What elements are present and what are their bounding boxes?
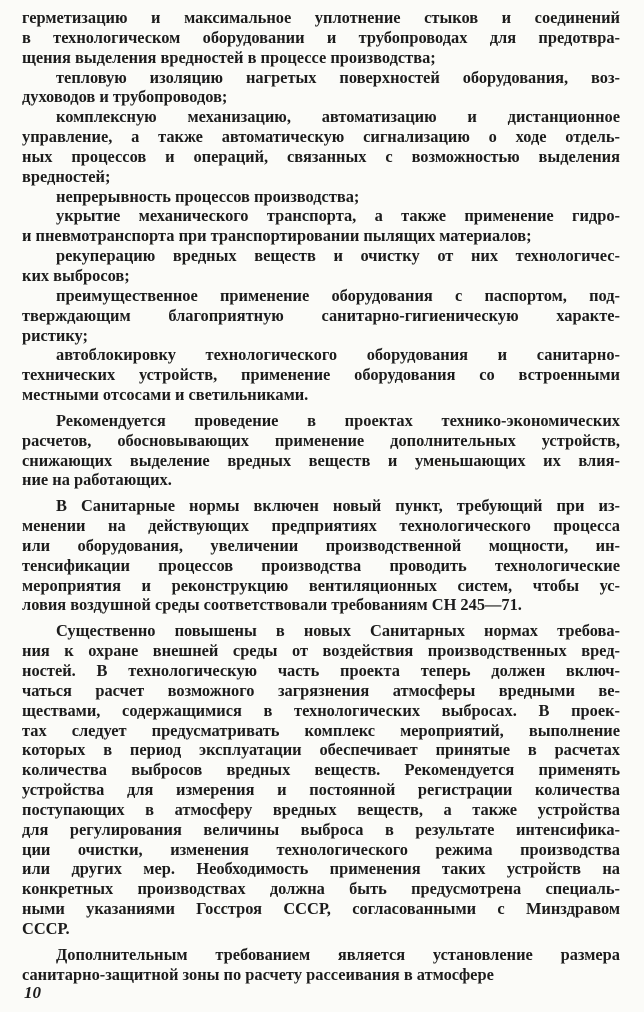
text-line: ностей. В технологическую часть проекта теперь должен включ-	[22, 661, 620, 680]
text-line: чаться расчет возможного загрязнения атмосферы вредными ве-	[22, 680, 620, 700]
text-line: тах следует предусматривать комплекс мероприятий, выполнение	[22, 720, 620, 740]
text-line: расчетов, обосновывающих применение дополнительных устройств,	[22, 430, 620, 450]
text-line: духоводов и трубопроводов;	[22, 87, 228, 107]
text-line: В Санитарные нормы включен новый пункт, требующий при из-	[56, 496, 620, 516]
text-line: комплексную механизацию, автоматизацию и дистанционное	[56, 107, 620, 127]
body-text	[22, 8, 620, 985]
text-line: преимущественное применение оборудования с паспортом, под-	[56, 285, 620, 305]
text-line: вредностей;	[22, 166, 111, 186]
text-line: ких выбросов;	[22, 265, 130, 285]
text-line: снижающих выделение вредных веществ и уменьшающих их влия-	[22, 450, 620, 470]
text-line: ными указаниями Госстроя СССР, согласованными с Минздравом	[22, 899, 620, 919]
text-line: ных процессов и операций, связанных с возможностью выделения	[22, 146, 620, 166]
text-line: поступающих в атмосферу вредных веществ, а также устройства	[22, 799, 620, 819]
text-line: которых в период эксплуатации обеспечивает принятые в расчетах	[22, 740, 620, 760]
text-line: и пневмотранспорта при транспортировании пылящих материалов;	[22, 226, 532, 246]
text-line: ществами, содержащимися в технологических выбросах. В проек-	[22, 700, 620, 720]
text-line: ние на работающих.	[22, 470, 172, 490]
text-line: ловия воздушной среды соответствовали требованиям СН 245—71.	[22, 595, 522, 615]
text-line: количества выбросов вредных веществ. Рекомендуется применять	[22, 760, 620, 780]
text-line: тенсификации процессов производства проводить технологические	[22, 555, 620, 575]
text-line: автоблокировку технологического оборудования и санитарно-	[56, 345, 620, 365]
text-line: или оборудования, увеличении производственной мощности, ин-	[22, 535, 620, 555]
text-line: ристику;	[22, 325, 88, 345]
text-line: ции очистки, изменения технологического режима производства	[22, 839, 620, 859]
text-line: конкретных производствах должна быть предусмотрена специаль-	[22, 879, 620, 899]
text-line: Существенно повышены в новых Санитарных нормах требова-	[56, 621, 620, 641]
text-line: для регулирования величины выброса в результате интенсифика-	[22, 819, 620, 839]
text-line: в технологическом оборудовании и трубопроводах для предотвра-	[22, 27, 620, 47]
page-number: 10	[24, 983, 41, 1002]
text-line: СССР.	[22, 918, 70, 938]
text-line: менении на действующих предприятиях технологического процесса	[22, 516, 620, 536]
text-line: ния к охране внешней среды от воздействия производственных вред-	[22, 641, 620, 661]
text-line: Дополнительным требованием является установление размера	[56, 944, 620, 964]
text-line: или других мер. Необходимость применения таких устройств на	[22, 859, 620, 879]
text-line: тепловую изоляцию нагретых поверхностей оборудования, воз-	[56, 67, 620, 87]
text-line: тверждающим благоприятную санитарно-гигиеническую характе-	[22, 305, 620, 325]
text-line: мероприятия и реконструкцию вентиляционных систем, чтобы ус-	[22, 575, 620, 595]
text-line: санитарно-защитной зоны по расчету рассеивания в атмосфере	[22, 964, 494, 984]
text-line: устройства для измерения и постоянной регистрации количества	[22, 780, 620, 800]
text-line: щения выделения вредностей в процессе производства;	[22, 47, 436, 67]
text-line: местными отсосами и светильниками.	[22, 385, 309, 405]
text-line: непрерывность процессов производства;	[56, 186, 360, 206]
text-line: управление, а также автоматическую сигнализацию о ходе отдель-	[22, 127, 620, 147]
text-line: герметизацию и максимальное уплотнение стыков и соединений	[22, 8, 620, 27]
text-line: укрытие механического транспорта, а также применение гидро-	[56, 206, 620, 226]
text-line: технических устройств, применение оборудования со встроенными	[22, 365, 620, 385]
text-line: рекуперацию вредных веществ и очистку от них технологичес-	[56, 246, 620, 266]
text-line: Рекомендуется проведение в проектах технико-экономических	[56, 410, 620, 430]
